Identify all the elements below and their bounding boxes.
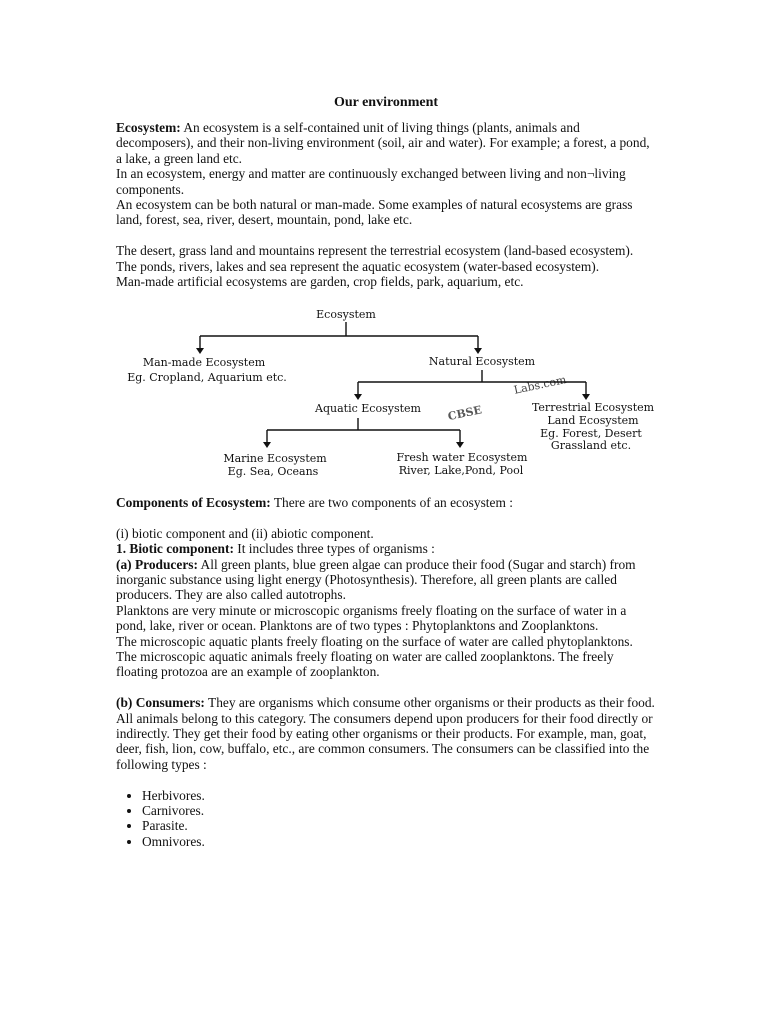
planktons-paragraph: Planktons are very minute or microscopic organisms freely floating on the surface of water in a pond, lake, river or ocean. Planktons are of two types : Phytoplanktons and Zooplanktons. xyxy=(116,602,627,634)
arrowhead-natural xyxy=(474,348,482,354)
page-title: Our environment xyxy=(333,95,439,110)
watermark-cbse: CBSE xyxy=(446,403,484,424)
list-item: • Parasite. xyxy=(142,818,656,833)
components-label: Components of Ecosystem: xyxy=(116,495,271,510)
natural-paragraph: An ecosystem can be both natural or man-made. Some examples of natural ecosystems are grass land, forest, sea, river, desert, mountain, pond, lake etc. xyxy=(116,197,633,228)
ecosystem-definition xyxy=(116,120,656,166)
energy-paragraph: In an ecosystem, energy and matter are continuously exchanged between living and non¬living components. xyxy=(116,166,626,197)
node-manmade: Man-made Ecosystem xyxy=(142,356,266,369)
components-text: There are two components of an ecosystem : xyxy=(273,495,513,510)
ecosystem-diagram xyxy=(116,306,676,486)
intro-section xyxy=(116,94,656,289)
list-item: • Carnivores. xyxy=(142,803,656,818)
list-item: • Herbivores. xyxy=(142,788,656,803)
node-terrestrial-3: Eg. Forest, Desert xyxy=(540,427,642,440)
arrowhead-aquatic xyxy=(354,394,362,400)
aquatic-paragraph: The ponds, rivers, lakes and sea represent the aquatic ecosystem (water-based ecosystem). xyxy=(116,258,600,274)
node-natural: Natural Ecosystem xyxy=(428,355,536,368)
consumers-paragraph xyxy=(116,695,656,772)
components-section xyxy=(116,495,656,849)
ecosystem-text: An ecosystem is a self-contained unit of living things (plants, animals and decomposers), and their non-living environment (soil, air and water). For example; a forest, a pond, a lake, a green land etc. xyxy=(116,120,650,166)
node-fresh-2: River, Lake,Pond, Pool xyxy=(398,464,524,477)
biotic-heading xyxy=(116,541,656,556)
consumers-label: (b) Consumers: xyxy=(116,695,205,711)
ecosystem-label: Ecosystem: xyxy=(116,120,181,135)
node-terrestrial-1: Terrestrial Ecosystem xyxy=(531,401,655,414)
node-aquatic: Aquatic Ecosystem xyxy=(315,402,421,415)
node-ecosystem: Ecosystem xyxy=(316,308,376,321)
components-heading xyxy=(116,495,656,510)
zooplankton-paragraph: The microscopic aquatic animals freely floating on water are called zooplanktons. The freely floating protozoa are an example of zooplankton. xyxy=(116,649,614,680)
producers-label: (a) Producers: xyxy=(116,556,198,572)
node-terrestrial-4: Grassland etc. xyxy=(550,439,632,452)
node-marine-2: Eg. Sea, Oceans xyxy=(227,465,319,478)
list-item: • Omnivores. xyxy=(142,834,656,849)
node-fresh-1: Fresh water Ecosystem xyxy=(396,451,528,464)
terrestrial-paragraph: The desert, grass land and mountains represent the terrestrial ecosystem (land-based ecosystem). xyxy=(116,243,634,259)
biotic-label: 1. Biotic component: xyxy=(116,541,234,557)
consumer-types-list xyxy=(116,788,656,850)
node-manmade-eg: Eg. Cropland, Aquarium etc. xyxy=(127,371,287,384)
arrowhead-manmade xyxy=(196,348,204,354)
biotic-text: It includes three types of organisms : xyxy=(237,541,435,557)
node-terrestrial-2: Land Ecosystem xyxy=(547,414,639,427)
producers-text: All green plants, blue green algae can produce their food (Sugar and starch) from inorganic substance using light energy (Photosynthesis). Therefore, all green plants are called producers. They are also called autotrophs. xyxy=(116,556,636,603)
producers-paragraph xyxy=(116,557,656,603)
arrowhead-fresh xyxy=(456,442,464,448)
watermark-labs: Labs.com xyxy=(512,373,568,397)
component-types: (i) biotic component and (ii) abiotic component. xyxy=(116,525,374,541)
manmade-paragraph: Man-made artificial ecosystems are garden, crop fields, park, aquarium, etc. xyxy=(116,274,524,290)
arrowhead-terrestrial xyxy=(582,394,590,400)
arrowhead-marine xyxy=(263,442,271,448)
phytoplankton-paragraph: The microscopic aquatic plants freely floating on the surface of water are called phytoplanktons. xyxy=(116,633,633,649)
node-marine-1: Marine Ecosystem xyxy=(223,452,327,465)
consumers-text: They are organisms which consume other organisms or their products as their food. All animals belong to this category. The consumers depend upon producers for their food directly or indirectly. They get their food by eating other organisms or their products. For example, man, goat, deer, fish, lion, cow, buffalo, etc., are common consumers. The consumers can be classified into the following types : xyxy=(116,695,655,772)
